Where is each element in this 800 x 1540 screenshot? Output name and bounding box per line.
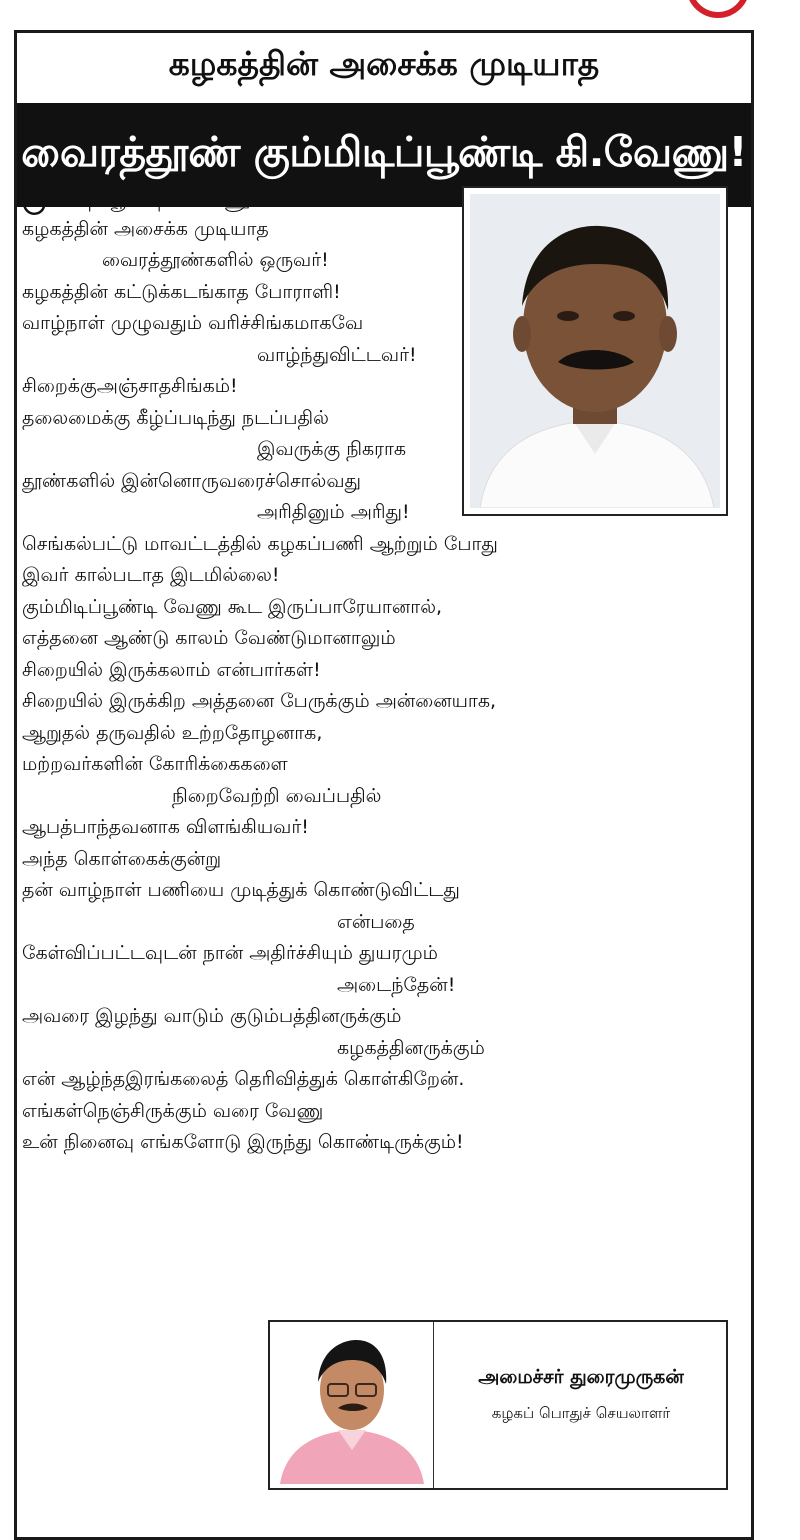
poem-line: வைரத்தூண்களில் ஒருவர்!: [102, 249, 329, 271]
logo-mark: [686, 0, 750, 18]
poem-line: கழகத்தினருக்கும்: [337, 1036, 485, 1059]
poem-line: கழகத்தின் கட்டுக்கடங்காத போராளி!: [22, 280, 341, 303]
poem-line: அடைந்தேன்!: [337, 973, 456, 996]
signatory-photo: [276, 1328, 428, 1484]
signature-box: [268, 1320, 728, 1490]
poem-line: உன் நினைவு எங்களோடு இருந்து கொண்டிருக்கும்!: [22, 1131, 464, 1153]
poem-line: செங்கல்பட்டு மாவட்டத்தில் கழகப்பணி ஆற்றும் போது: [22, 532, 498, 555]
deceased-portrait-photo: [470, 194, 720, 508]
poem-line: கழகத்தின் அசைக்க முடியாத: [22, 217, 269, 240]
headline-band: வைரத்தூண் கும்மிடிப்பூண்டி கி.வேணு!: [17, 103, 751, 207]
poem-line: சிறைக்குஅஞ்சாதசிங்கம்!: [22, 375, 238, 397]
poem-line-first-rest: ம்மிடிப்பூண்டி கி.வேணு!: [45, 189, 259, 211]
poem-line: தன் வாழ்நாள் பணியை முடித்துக் கொண்டுவிட்டது: [22, 879, 460, 901]
poem-line: இவர் கால்படாத இடமில்லை!: [22, 564, 280, 586]
poem-line: ஆபத்பாந்தவனாக விளங்கியவர்!: [22, 816, 309, 838]
poem-line: கேள்விப்பட்டவுடன் நான் அதிர்ச்சியும் துயரமும்: [22, 942, 438, 964]
poem-line: ஆறுதல் தருவதில் உற்றதோழனாக,: [22, 721, 323, 744]
poem-line: தூண்களில் இன்னொருவரைச்சொல்வது: [22, 469, 361, 492]
poem-line: இவருக்கு நிகராக: [257, 438, 407, 460]
headline-top: கழகத்தின் அசைக்க முடியாத: [168, 44, 600, 83]
signatory-name: அமைச்சர் துரைமுருகன்: [478, 1366, 684, 1388]
signature-divider: [433, 1322, 434, 1488]
drop-cap: கு: [22, 182, 46, 213]
poem-line: என்பதை: [337, 910, 415, 933]
poem-line: தலைமைக்கு கீழ்ப்படிந்து நடப்பதில்: [22, 406, 329, 429]
poem-line: என் ஆழ்ந்தஇரங்கலைத் தெரிவித்துக் கொள்கிறேன்.: [22, 1068, 465, 1090]
poem-line: மற்றவர்களின் கோரிக்கைகளை: [22, 753, 288, 775]
poem-line: சிறையில் இருக்கலாம் என்பார்கள்!: [22, 658, 321, 681]
poem-line: அந்த கொள்கைக்குன்று: [22, 847, 222, 870]
poem-line: வாழ்ந்துவிட்டவர்!: [257, 343, 417, 366]
poem-line: நிறைவேற்றி வைப்பதில்: [172, 784, 382, 807]
deceased-photo-frame: [462, 186, 728, 516]
poem-line: சிறையில் இருக்கிற அத்தனை பேருக்கும் அன்னையாக,: [22, 690, 497, 712]
poem-line: எங்கள்நெஞ்சிருக்கும் வரை வேணு: [22, 1099, 324, 1122]
signatory-title: கழகப் பொதுச் செயலாளர்: [491, 1404, 671, 1422]
poem-line: அவரை இழந்து வாடும் குடும்பத்தினருக்கும்: [22, 1005, 402, 1027]
poem-line: வாழ்நாள் முழுவதும் வரிச்சிங்கமாகவே: [22, 312, 364, 334]
poem-line: கும்மிடிப்பூண்டி வேணு கூட இருப்பாரேயானால்,: [22, 595, 443, 618]
poem-line: எத்தனை ஆண்டு காலம் வேண்டுமானாலும்: [22, 627, 396, 649]
poem-line: அரிதினும் அரிது!: [257, 501, 410, 523]
